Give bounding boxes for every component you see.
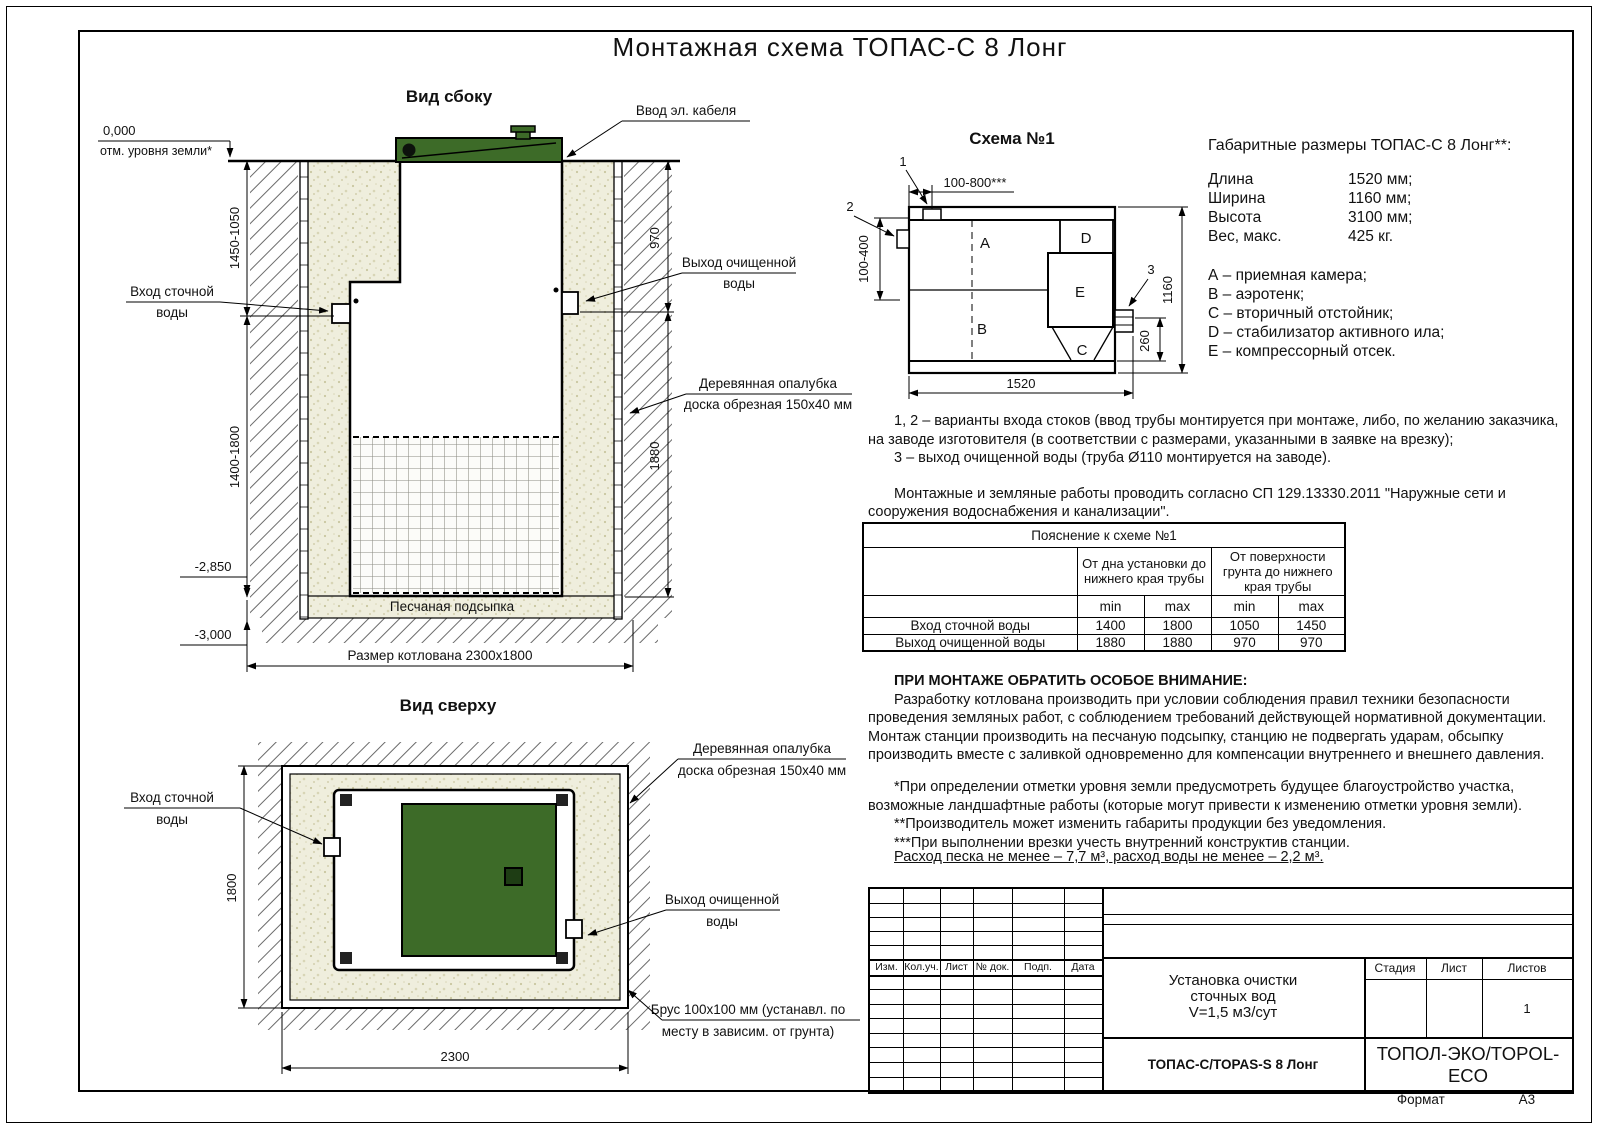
spec-label: Ширина: [1208, 190, 1266, 208]
table-title: Пояснение к схеме №1: [863, 523, 1345, 547]
table-min-header: min: [1077, 595, 1144, 617]
outlet-pipe: [562, 292, 578, 314]
legend-item: D – стабилизатор активного ила;: [1208, 324, 1445, 342]
corner-beam-tl: [340, 794, 352, 806]
row-value: 970: [1278, 634, 1345, 651]
spec-label: Высота: [1208, 209, 1262, 227]
scheme-pipe-3: [1115, 310, 1133, 332]
outlet-label-2: воды: [723, 276, 755, 291]
topview-vent: [505, 868, 522, 885]
formwork-label-2: доска обрезная 150x40 мм: [683, 397, 853, 412]
spec-value: 1520 мм;: [1348, 171, 1413, 189]
scheme-title: Схема №1: [969, 129, 1055, 148]
row-value: 1880: [1077, 634, 1144, 651]
tb-sheets-header: Листов: [1507, 961, 1547, 975]
table-max-header: max: [1278, 595, 1345, 617]
callout-3: 3: [1147, 262, 1155, 277]
inlet-pipe: [332, 304, 350, 323]
sand-consumption-note: [868, 848, 1568, 867]
note-3: 3 – выход очищенной воды (труба Ø110 монтируется на заводе).: [894, 450, 1331, 467]
inlet-label-1: Вход сточной: [130, 284, 214, 299]
legend-item: Е – компрессорный отсек.: [1208, 343, 1396, 361]
spec-row: [1208, 170, 1578, 189]
soil-hatch-left: [250, 161, 298, 618]
tb-col-data: Дата: [1071, 961, 1095, 973]
tb-sheets-value: 1: [1523, 1000, 1531, 1016]
footnotes-block: [868, 778, 1568, 852]
topview-inlet-pipe: [324, 838, 340, 856]
row-label: Выход очищенной воды: [863, 634, 1077, 651]
beam-label-2: месту в зависим. от грунта): [661, 1024, 835, 1039]
table-row: [863, 617, 1345, 634]
topview-formwork-label-2: доска обрезная 150x40 мм: [677, 763, 847, 778]
corner-beam-bl: [340, 952, 352, 964]
top-view: [124, 696, 860, 1074]
scheme-pipe-2: [897, 230, 909, 248]
inlet-label-2: воды: [156, 305, 188, 320]
page-title: Монтажная схема ТОПАС-С 8 Лонг: [612, 32, 1068, 62]
notes-block: [868, 412, 1565, 522]
dim-100400: 100-400: [856, 235, 871, 283]
tb-doc-title-3: V=1,5 м3/сут: [1188, 1004, 1278, 1021]
sand-note-text: Расход песка не менее – 7,7 м³, расход воды не менее – 2,2 м³.: [894, 849, 1324, 865]
topview-outlet-label-1: Выход очищенной: [664, 892, 780, 907]
table-group-1: От дна установки до нижнего края трубы: [1077, 547, 1211, 595]
side-view-title: Вид сбоку: [405, 87, 493, 106]
scheme-pipe-1: [923, 209, 941, 220]
tb-sheet-header: Лист: [1440, 961, 1468, 975]
format-label: Формат: [1396, 1092, 1445, 1107]
spec-value: 425 кг.: [1348, 228, 1394, 246]
compartment-legend: [1208, 266, 1578, 361]
dim-left-upper: 1450-1050: [227, 206, 242, 270]
attention-heading: ПРИ МОНТАЖЕ ОБРАТИТЬ ОСОБОЕ ВНИМАНИЕ:: [894, 673, 1248, 689]
lid-hinge: [403, 144, 416, 157]
topview-outlet-pipe: [566, 920, 582, 938]
compartment-e: E: [1074, 284, 1086, 301]
callout-1: 1: [899, 154, 907, 169]
row-value: 1050: [1211, 617, 1278, 634]
tb-col-izm: Изм.: [875, 961, 898, 973]
spec-row: [1208, 227, 1578, 246]
tb-doc-title-2: сточных вод: [1190, 988, 1276, 1005]
legend-item: А – приемная камера;: [1208, 267, 1367, 285]
dim-right-lower: 1880: [647, 441, 662, 471]
attention-body: Разработку котлована производить при условии соблюдения правил техники безопасности проведения земляных работ, с соблюдением требований действующей нормативной документации. Монтаж станции производить на песчаную подсыпку, станцию не подвергать ударам, обсыпку производить вместе с заливкой одновременно для компенсации внутреннего и внешнего давления.: [868, 691, 1547, 764]
table-empty-cell: [863, 547, 1077, 595]
topview-inlet-label-2: воды: [156, 812, 188, 827]
topview-formwork-label-1: Деревянная опалубка: [692, 741, 832, 756]
row-value: 1880: [1144, 634, 1211, 651]
legend-item: С – вторичный отстойник;: [1208, 305, 1394, 323]
footnote-2: **Производитель может изменить габариты продукции без уведомления.: [894, 816, 1387, 833]
dim-100800: 100-800***: [943, 175, 1007, 190]
pit-size-label: Размер котлована 2300x1800: [347, 648, 533, 663]
footnote-3: ***При выполнении врезки учесть внутренний конструктив станции.: [894, 834, 1350, 851]
spec-row: [1208, 189, 1578, 208]
row-label: Вход сточной воды: [863, 617, 1077, 634]
outlet-label-1: Выход очищенной: [681, 255, 797, 270]
tb-doc-title-1: Установка очистки: [1168, 972, 1298, 989]
row-value: 970: [1211, 634, 1278, 651]
side-view: [98, 87, 852, 672]
top-view-title: Вид сверху: [399, 696, 497, 715]
compartment-a: A: [979, 235, 991, 252]
tb-col-koluch: Кол.уч.: [904, 961, 939, 973]
callout-2: 2: [846, 199, 854, 214]
format-strip: [1360, 1092, 1572, 1107]
dim-right-upper: 970: [647, 227, 662, 249]
row-value: 1400: [1077, 617, 1144, 634]
note-1-2: 1, 2 – варианты входа стоков (ввод трубы монтируется при монтаже, либо, по желанию заказчика, на заводе изготовителя (в соответствии с размерами, указанными в заявке на врезку);: [868, 413, 1559, 448]
dim-1520: 1520: [1006, 376, 1036, 391]
level-mid-value: -2,850: [194, 559, 232, 574]
compartment-c: C: [1076, 342, 1088, 359]
vent-cap: [511, 126, 535, 132]
callout-2-leader: [854, 216, 894, 236]
cable-entry-leader: [567, 121, 622, 157]
attention-block: [868, 672, 1568, 765]
corner-beam-br: [556, 952, 568, 964]
table-max-header: max: [1144, 595, 1211, 617]
soil-hatch-bottom: [262, 618, 658, 643]
beam-label-1: Брус 100x100 мм (устанавл. по: [650, 1002, 846, 1017]
dim-1800: 1800: [224, 873, 239, 903]
legend-item: В – аэротенк;: [1208, 286, 1305, 304]
outlet-dot: [554, 288, 559, 293]
inlet-dot: [354, 299, 359, 304]
spec-label: Вес, макс.: [1208, 228, 1282, 246]
tank-lower-fill: [353, 437, 559, 593]
specs-heading: Габаритные размеры ТОПАС-С 8 Лонг**:: [1208, 137, 1512, 154]
row-value: 1450: [1278, 617, 1345, 634]
dim-left-lower: 1400-1800: [227, 425, 242, 489]
cable-entry-label: Ввод эл. кабеля: [635, 103, 737, 118]
tb-col-list: Лист: [945, 961, 968, 973]
tb-doc-title: [1102, 957, 1364, 1037]
format-value: А3: [1518, 1092, 1536, 1107]
sand-bed-label: Песчаная подсыпка: [389, 599, 515, 614]
spec-label: Длина: [1208, 171, 1254, 189]
tb-stage-header: Стадия: [1374, 961, 1416, 975]
formwork-left: [300, 161, 308, 619]
row-value: 1800: [1144, 617, 1211, 634]
compartment-b: B: [976, 321, 988, 338]
zero-level-value: 0,000: [103, 123, 136, 138]
corner-beam-tr: [556, 794, 568, 806]
topview-lid: [402, 804, 556, 956]
level-bottom-value: -3,000: [194, 627, 232, 642]
spec-row: [1208, 208, 1578, 227]
spec-value: 3100 мм;: [1348, 209, 1413, 227]
tb-brand: ТОПОЛ-ЭКО/TOPOL-ECO: [1376, 1042, 1560, 1086]
table-group-2: От поверхности грунта до нижнего края трубы: [1211, 547, 1345, 595]
table-min-header: min: [1211, 595, 1278, 617]
specs-block: [1208, 136, 1578, 361]
spec-value: 1160 мм;: [1348, 190, 1412, 208]
compartment-d: D: [1080, 230, 1092, 247]
sand-backfill-right: [562, 161, 622, 596]
zero-level-note: отм. уровня земли*: [100, 144, 213, 158]
topview-outlet-label-2: воды: [706, 914, 738, 929]
explanation-table: [862, 522, 1346, 652]
dim-260: 260: [1137, 330, 1152, 352]
footnote-1: *При определении отметки уровня земли предусмотреть будущее благоустройство участка, возможные ландшафтные работы (которые могут привести к изменению отметки уровня земли).: [868, 779, 1523, 814]
dim-2300: 2300: [440, 1049, 470, 1064]
topview-inlet-label-1: Вход сточной: [130, 790, 214, 805]
table-row: [863, 634, 1345, 651]
tb-model: ТОПАС-С/TOPAS-S 8 Лонг: [1147, 1057, 1319, 1072]
table-empty-cell: [863, 595, 1077, 617]
formwork-label-1: Деревянная опалубка: [698, 376, 838, 391]
tb-col-ndok: № док.: [975, 961, 1010, 973]
title-block: [868, 887, 1574, 1094]
dim-1160: 1160: [1160, 276, 1175, 304]
tb-col-podp: Подп.: [1024, 961, 1052, 973]
note-sp: Монтажные и земляные работы проводить согласно СП 129.13330.2011 "Наружные сети и сооружения водоснабжения и канализации".: [868, 485, 1506, 521]
scheme-1: [846, 129, 1188, 399]
callout-3-leader: [1129, 279, 1148, 306]
formwork-right: [614, 161, 622, 619]
